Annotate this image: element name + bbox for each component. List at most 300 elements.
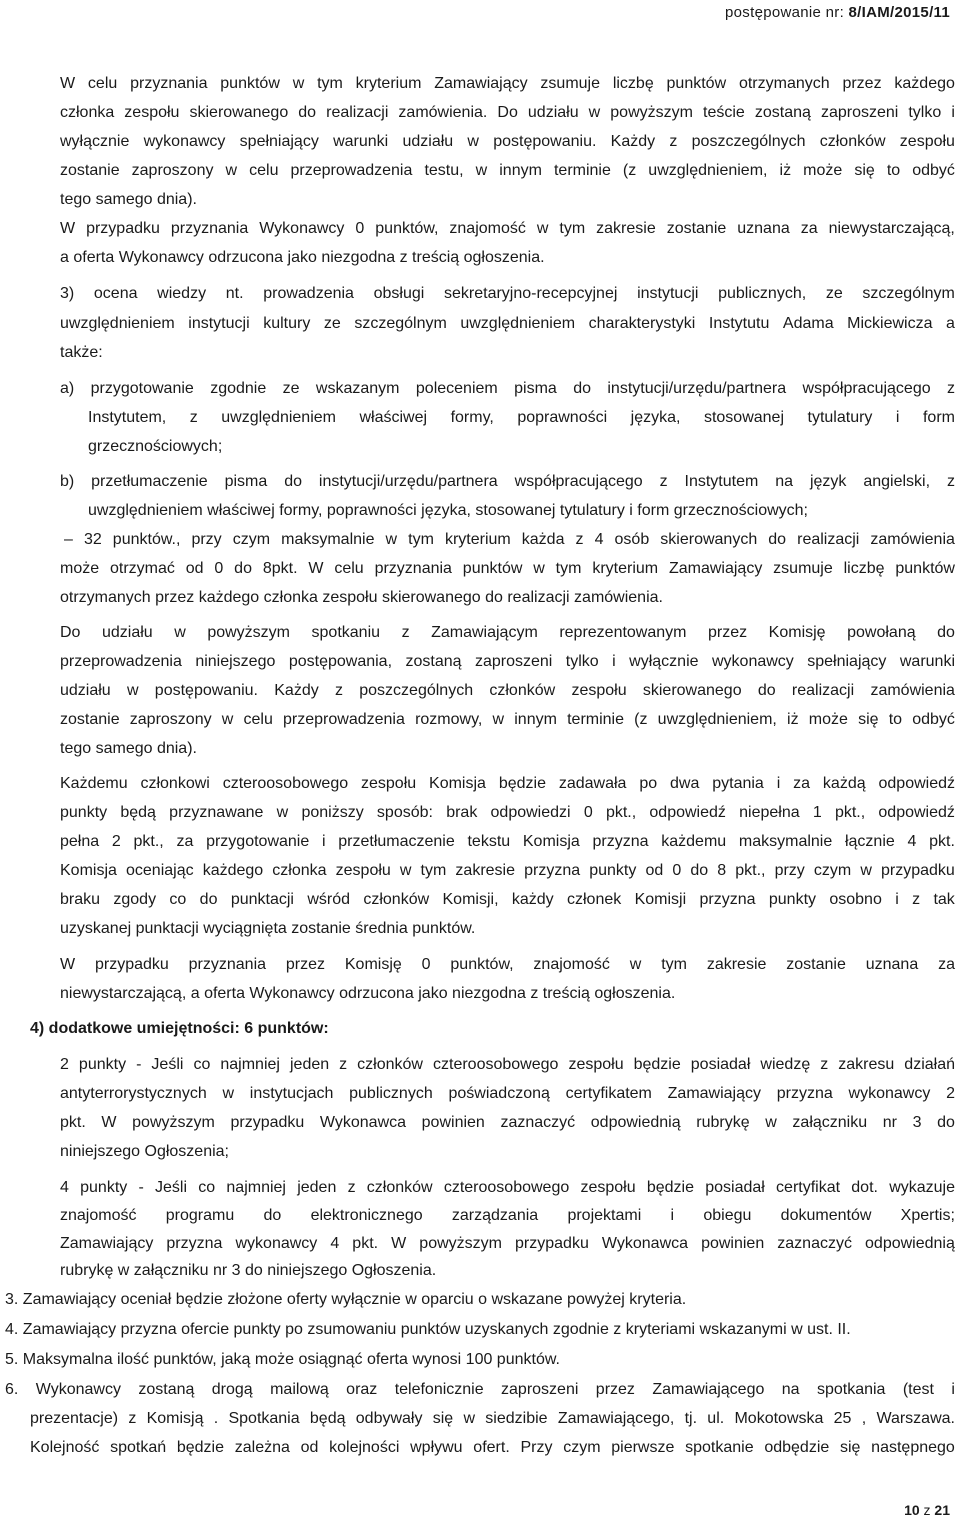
word: i xyxy=(321,833,326,850)
word: zamówienia. xyxy=(398,104,488,121)
word: instytucji xyxy=(637,285,699,302)
word: i xyxy=(951,1381,955,1398)
word: W xyxy=(101,1114,117,1131)
word: z xyxy=(334,682,343,699)
word: punktacji xyxy=(230,891,294,908)
word: Przy xyxy=(520,1439,553,1456)
word: - xyxy=(138,1179,144,1196)
list-item-3: 3. Zamawiający oceniał będzie złożone oferty wyłącznie w oparciu o wskazane powyżej kryteria. xyxy=(5,1291,687,1308)
word: (z xyxy=(622,162,637,179)
word: spotkania xyxy=(816,1381,886,1398)
word: 1 xyxy=(812,804,822,821)
word: 25 xyxy=(833,1410,852,1427)
word: punktów, xyxy=(450,956,514,973)
word: udziału xyxy=(101,624,153,641)
text-line xyxy=(60,803,955,823)
page-number xyxy=(904,1502,950,1518)
word: przyznania xyxy=(130,75,208,92)
word: się xyxy=(432,1410,454,1427)
word: wykonawcy xyxy=(848,1085,931,1102)
word: postępowania, xyxy=(288,653,393,670)
word: 0 xyxy=(583,804,593,821)
word: niniejszego xyxy=(195,653,276,670)
word: punktów, xyxy=(375,220,439,237)
word: zostaną xyxy=(405,653,462,670)
word: b) xyxy=(60,473,75,490)
word: niewystarczającą, xyxy=(828,220,955,237)
word: Zamawiającego, xyxy=(557,1410,675,1427)
word: zarządzania xyxy=(451,1207,539,1224)
word: charakterystyki xyxy=(588,315,696,332)
list-item-a xyxy=(60,379,955,399)
text-line: niewystarczającą, a oferta Wykonawcy odrzucona jako niezgodna z treścią ogłoszenia. xyxy=(60,985,676,1002)
word: ocena xyxy=(93,285,138,302)
word: czym xyxy=(813,862,852,879)
text-line xyxy=(30,1409,955,1429)
word: pkt., xyxy=(133,833,164,850)
word: 0 xyxy=(672,862,682,879)
word: tekstu xyxy=(467,833,511,850)
word: zakresie xyxy=(706,956,767,973)
word: Zamawiający xyxy=(60,1235,154,1252)
word: w xyxy=(174,624,186,641)
word: znajomość xyxy=(533,956,610,973)
word: powyższym xyxy=(132,1114,215,1131)
word: wiedzy xyxy=(157,285,207,302)
word: certyfikat xyxy=(776,1179,841,1196)
text-line xyxy=(60,681,955,701)
criterion-3-heading xyxy=(60,284,955,304)
word: Komisją xyxy=(146,1410,204,1427)
word: wyłącznie xyxy=(629,653,699,670)
word: elektronicznego xyxy=(310,1207,423,1224)
word: instytucji/urzędu/partnera xyxy=(318,473,498,490)
word: (z xyxy=(634,711,648,728)
word: uwzględnieniem xyxy=(60,315,175,332)
word: postępowaniu. xyxy=(154,682,258,699)
word: przeprowadzenia xyxy=(283,711,405,728)
word: obsługi xyxy=(373,285,425,302)
word: szczególnym xyxy=(862,285,955,302)
word: Zamawiający xyxy=(668,560,763,577)
word: przyznania xyxy=(170,220,249,237)
word: odbędzie xyxy=(764,1439,830,1456)
word: pkt. xyxy=(929,833,955,850)
word: instytucji xyxy=(188,315,250,332)
word: tym xyxy=(661,956,687,973)
word: punktów xyxy=(895,560,955,577)
word: liczbę xyxy=(612,75,654,92)
word: wyłącznie xyxy=(60,133,130,150)
word: Komisja xyxy=(522,833,580,850)
word: poszczególnych xyxy=(359,682,474,699)
word: czteroosobowego xyxy=(443,1179,570,1196)
word: zadawała xyxy=(558,775,627,792)
word: Mickiewicza xyxy=(847,315,933,332)
word: łącznie xyxy=(844,833,895,850)
word: pkt. xyxy=(60,1114,86,1131)
word: telefonicznie xyxy=(394,1381,484,1398)
word: prezentacje) xyxy=(30,1410,119,1427)
text-line: otrzymanych przez każdego członka zespołu skierowanego do realizacji zamówienia. xyxy=(60,589,663,606)
text-line: tego samego dnia). xyxy=(60,191,197,208)
text-line xyxy=(60,1206,955,1226)
list-item-5: 5. Maksymalna ilość punktów, jaką może osiągnąć oferta wynosi 100 punktów. xyxy=(5,1351,560,1368)
word: Każdy xyxy=(274,682,319,699)
word: W xyxy=(60,220,76,237)
word: postępowaniu. xyxy=(493,133,597,150)
word: po xyxy=(639,775,658,792)
word: dot. xyxy=(851,1179,878,1196)
word: będzie xyxy=(176,1439,225,1456)
text-line: tego samego dnia). xyxy=(60,740,197,757)
word: spotkaniu xyxy=(311,624,381,641)
text-line: rubrykę w załączniku nr 3 do niniejszego Ogłoszenia. xyxy=(60,1262,437,1279)
word: zaznaczyć xyxy=(500,1114,576,1131)
word: współpracującego xyxy=(514,473,643,490)
word: Jeśli xyxy=(151,1056,184,1073)
word: uwzględnieniem xyxy=(221,409,336,426)
word: każdy xyxy=(511,891,554,908)
word: przez xyxy=(595,1381,635,1398)
word: kolejności xyxy=(329,1439,400,1456)
word: członek xyxy=(567,891,622,908)
word: niepełna xyxy=(739,804,800,821)
word: przygotowanie xyxy=(206,833,310,850)
word: poniższy xyxy=(301,804,364,821)
word: maksymalnie xyxy=(281,531,375,548)
word: zostanie xyxy=(786,956,846,973)
word: publicznych, xyxy=(718,285,807,302)
word: liczbę xyxy=(843,560,885,577)
word: 4 xyxy=(907,833,917,850)
word: skierowanego xyxy=(189,104,289,121)
word: Zamawiającego xyxy=(652,1381,765,1398)
word: czym xyxy=(563,1439,601,1456)
word: punkty xyxy=(589,862,637,879)
word: tym xyxy=(555,560,582,577)
word: wiedzę xyxy=(760,1056,811,1073)
word: celu xyxy=(249,162,279,179)
word: osobno xyxy=(829,891,882,908)
word: zsumuje xyxy=(540,75,600,92)
word: się xyxy=(840,1439,861,1456)
word: tytulatury xyxy=(807,409,873,426)
word: tylko xyxy=(908,104,942,121)
word: czteroosobowego xyxy=(433,1056,559,1073)
word: a xyxy=(946,315,955,332)
word: udziału xyxy=(402,133,454,150)
word: przy xyxy=(774,862,805,879)
word: terminie xyxy=(553,162,611,179)
text-line: niniejszego Ogłoszenia; xyxy=(60,1143,229,1160)
text-line xyxy=(60,710,955,730)
word: stosowanej xyxy=(703,409,784,426)
word: publicznych xyxy=(349,1085,433,1102)
word: w xyxy=(629,956,642,973)
word: angielski, xyxy=(863,473,931,490)
word: iż xyxy=(779,162,792,179)
word: punktów., xyxy=(112,531,181,548)
word: 32 xyxy=(83,531,102,548)
text-line xyxy=(60,1178,955,1198)
word: w xyxy=(463,1410,476,1427)
text-line xyxy=(30,1438,955,1458)
word: punkty xyxy=(768,891,817,908)
word: odbyć xyxy=(912,162,955,179)
word: pkt., xyxy=(605,804,637,821)
word: i xyxy=(895,891,899,908)
word: każdą xyxy=(822,775,866,792)
word: 4 xyxy=(60,1179,69,1196)
word: tj. xyxy=(684,1410,698,1427)
word: instytucjach xyxy=(249,1085,334,1102)
word: Wykonawca xyxy=(601,1235,689,1252)
word: realizacji xyxy=(326,104,389,121)
word: co xyxy=(169,891,187,908)
word: programu xyxy=(165,1207,235,1224)
word: rozmowy, xyxy=(415,711,483,728)
word: wykonawcy xyxy=(235,1235,318,1252)
word: najmniej xyxy=(226,1179,286,1196)
word: zespołu xyxy=(899,133,955,150)
word: 3) xyxy=(60,285,75,302)
word: przyzna xyxy=(776,1085,833,1102)
word: osób xyxy=(614,531,650,548)
word: tym xyxy=(408,531,434,548)
word: kryterium xyxy=(592,560,659,577)
word: w xyxy=(475,162,488,179)
word: za xyxy=(938,956,955,973)
word: Komisję xyxy=(768,624,826,641)
word: i xyxy=(612,653,616,670)
word: skierowanego xyxy=(642,682,742,699)
text-line xyxy=(60,161,955,181)
word: współpracującego xyxy=(802,380,931,397)
word: Adama xyxy=(782,315,834,332)
word: może xyxy=(60,560,100,577)
word: ze xyxy=(323,315,341,332)
word: Jeśli xyxy=(155,1179,188,1196)
word: do xyxy=(768,531,787,548)
word: pkt. xyxy=(352,1235,379,1252)
word: do xyxy=(263,1207,282,1224)
word: za xyxy=(176,833,194,850)
word: realizacji xyxy=(791,682,855,699)
word: kryterium xyxy=(355,75,422,92)
word: każdemu xyxy=(661,833,727,850)
word: z xyxy=(189,409,198,426)
word: zakresie xyxy=(455,862,515,879)
word: co xyxy=(193,1056,211,1073)
word: tym xyxy=(559,220,586,237)
word: od xyxy=(645,862,664,879)
word: certyfikatem xyxy=(565,1085,652,1102)
word: za xyxy=(800,220,818,237)
word: udziału xyxy=(60,682,111,699)
word: tym xyxy=(420,862,447,879)
word: odbyć xyxy=(912,711,955,728)
text-line xyxy=(60,955,955,975)
word: maksymalnie xyxy=(738,833,833,850)
word: zgody xyxy=(113,891,157,908)
word: 4 xyxy=(594,531,604,548)
word: zespołu xyxy=(580,1179,636,1196)
word: pełna xyxy=(60,833,100,850)
word: z xyxy=(912,891,921,908)
word: spotkań xyxy=(110,1439,167,1456)
word: w xyxy=(588,104,601,121)
word: Warszawa. xyxy=(876,1410,955,1427)
word: co xyxy=(198,1179,216,1196)
word: punkty xyxy=(80,1179,128,1196)
word: form xyxy=(922,409,955,426)
list-item-b xyxy=(60,472,955,492)
word: mailową xyxy=(270,1381,329,1398)
word: Do xyxy=(60,624,81,641)
word: udziału xyxy=(527,104,579,121)
word: właściwej xyxy=(359,409,428,426)
word: się xyxy=(854,162,875,179)
word: działań xyxy=(904,1056,955,1073)
word: Wykonawcy xyxy=(35,1381,121,1398)
word: uznana xyxy=(737,220,790,237)
word: siedzibie xyxy=(485,1410,548,1427)
word: wskazanym xyxy=(315,380,400,397)
word: do xyxy=(298,104,317,121)
word: członków xyxy=(366,1179,433,1196)
word: zespołu xyxy=(568,1056,624,1073)
word: nr xyxy=(882,1114,897,1131)
word: drogą xyxy=(211,1381,253,1398)
word: języka, xyxy=(630,409,681,426)
word: do xyxy=(757,682,776,699)
word: w xyxy=(126,682,139,699)
word: Wykonawca xyxy=(319,1114,407,1131)
word: ze xyxy=(282,380,300,397)
word: pkt., xyxy=(834,804,866,821)
word: szczególnym xyxy=(354,315,447,332)
word: Komisja xyxy=(429,775,486,792)
word: w xyxy=(860,862,872,879)
word: tym xyxy=(317,75,343,92)
word: członka xyxy=(272,862,327,879)
word: projektami xyxy=(567,1207,642,1224)
word: członków xyxy=(363,891,430,908)
document-header xyxy=(725,4,950,21)
word: zostaną xyxy=(754,104,811,121)
word: za xyxy=(793,775,811,792)
word: zaproszeni xyxy=(501,1381,579,1398)
text-line xyxy=(60,774,955,794)
word: każdego xyxy=(202,862,264,879)
word: zostanie xyxy=(666,220,727,237)
word: najmniej xyxy=(220,1056,280,1073)
word: powinien xyxy=(701,1235,765,1252)
word: , xyxy=(861,1410,867,1427)
word: czym xyxy=(232,531,271,548)
word: powinien xyxy=(421,1114,485,1131)
word: i xyxy=(951,104,955,121)
word: i xyxy=(776,775,781,792)
word: w xyxy=(533,560,545,577)
word: 2 xyxy=(111,833,121,850)
word: 4 xyxy=(330,1235,340,1252)
word: Instytutem xyxy=(684,473,759,490)
word: otrzymanych xyxy=(738,75,830,92)
text-line xyxy=(60,219,955,239)
word: 0 xyxy=(421,956,431,973)
word: a) xyxy=(60,380,75,397)
word: będzie xyxy=(633,1056,681,1073)
word: ul. xyxy=(707,1410,725,1427)
word: to xyxy=(886,162,901,179)
word: czteroosobowego xyxy=(222,775,349,792)
word: w xyxy=(765,1114,777,1131)
word: przez xyxy=(842,75,882,92)
word: zgodnie xyxy=(210,380,267,397)
text-line xyxy=(60,1113,955,1133)
word: pisma xyxy=(514,380,557,397)
word: realizacji xyxy=(797,531,860,548)
word: Kolejność xyxy=(30,1439,100,1456)
word: kultury xyxy=(263,315,311,332)
word: w xyxy=(221,711,234,728)
word: oceniając xyxy=(126,862,194,879)
word: do xyxy=(234,560,252,577)
text-line xyxy=(60,314,955,334)
word: Komisja xyxy=(60,862,117,879)
word: teście xyxy=(703,104,745,121)
word: pytania xyxy=(712,775,764,792)
word: członków xyxy=(357,1056,423,1073)
word: zespołu xyxy=(124,104,180,121)
word: punktów xyxy=(220,75,280,92)
word: wykonawcy xyxy=(711,653,794,670)
word: poświadczoną xyxy=(448,1085,550,1102)
word: przypadku xyxy=(86,220,160,237)
word: do xyxy=(690,862,709,879)
word: z xyxy=(575,531,584,548)
word: w xyxy=(536,220,549,237)
word: braku xyxy=(60,891,101,908)
word: w xyxy=(276,804,289,821)
word: zamówienia xyxy=(870,531,955,548)
word: formy, xyxy=(450,409,494,426)
text-line xyxy=(60,861,955,881)
word: przyznania xyxy=(188,956,267,973)
word: jeden xyxy=(289,1056,330,1073)
word: Instytutem, xyxy=(88,409,167,426)
word: odpowiednią xyxy=(590,1114,681,1131)
word: odpowiedź xyxy=(878,804,955,821)
word: punktów xyxy=(462,560,523,577)
text-line xyxy=(88,408,955,428)
word: w xyxy=(492,711,505,728)
word: przyzna xyxy=(592,833,649,850)
word: sekretaryjno-recepcyjnej xyxy=(444,285,618,302)
word: prowadzenia xyxy=(263,285,354,302)
word: Mokotowska xyxy=(734,1410,824,1427)
word: przypadku xyxy=(515,1235,589,1252)
word: Każdy xyxy=(610,133,656,150)
word: ofert. xyxy=(473,1439,510,1456)
word: brak xyxy=(446,804,478,821)
text-line xyxy=(60,652,955,672)
word: spełniający xyxy=(807,653,887,670)
word: W xyxy=(60,956,76,973)
criterion-4-heading: 4) dodatkowe umiejętności: 6 punktów: xyxy=(30,1020,329,1037)
